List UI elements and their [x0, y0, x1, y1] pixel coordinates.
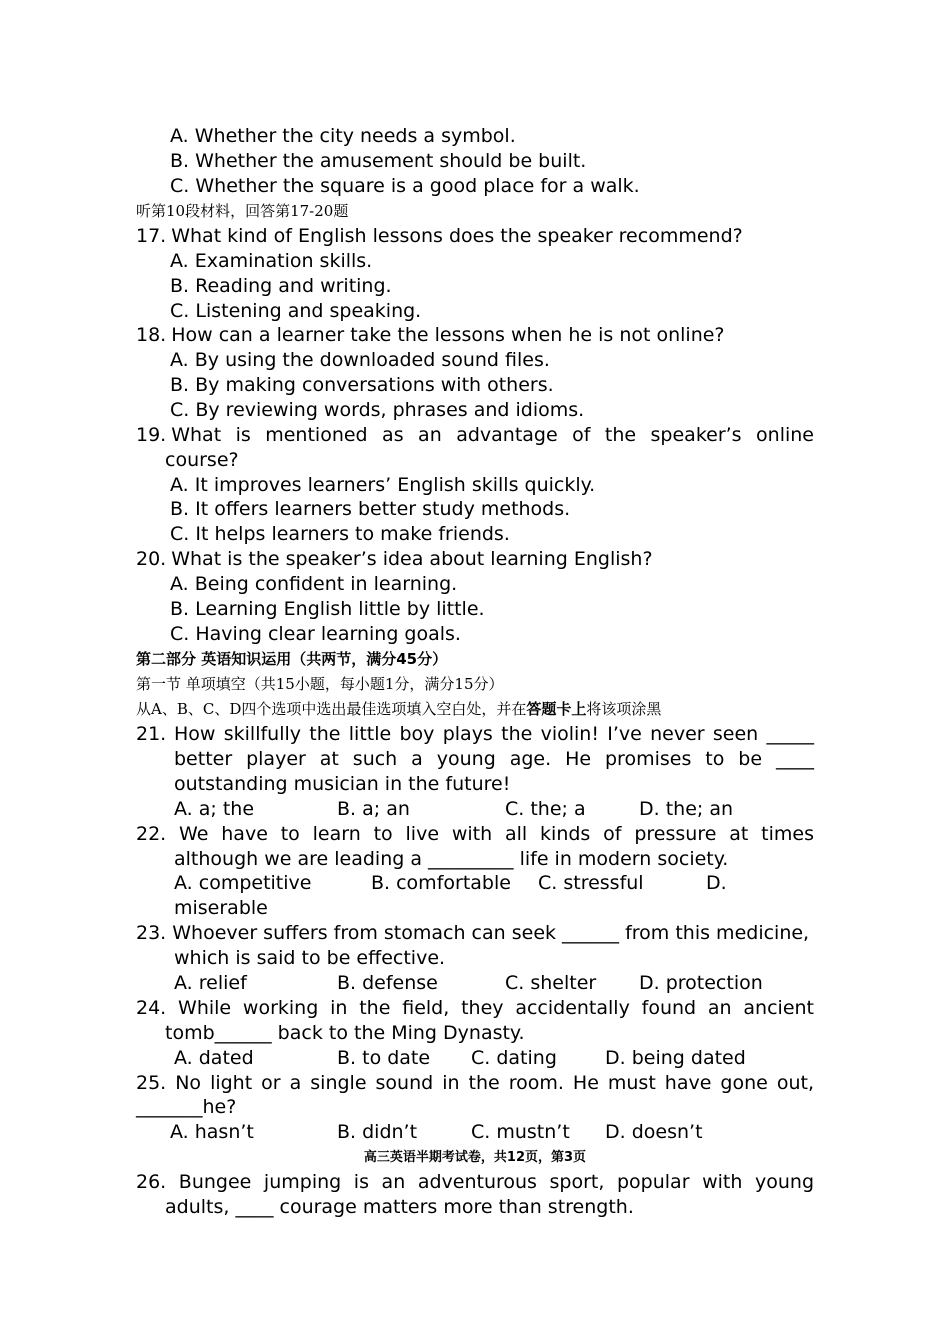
question-stem-continued: outstanding musician in the future! [174, 773, 511, 795]
list-item: B. Whether the amusement should be built. [170, 150, 587, 172]
list-item: A. Being confident in learning. [170, 573, 458, 595]
list-item: C. Having clear learning goals. [170, 623, 461, 645]
list-item: B. By making conversations with others. [170, 374, 554, 396]
question-stem-continued: which is said to be effective. [174, 947, 446, 969]
section1-heading: 第一节 单项填空（共15小题，每小题1分，满分15分） [136, 675, 504, 693]
option-d-text[interactable]: miserable [174, 897, 268, 919]
option-b[interactable]: B. didn’t [337, 1121, 418, 1143]
option-b[interactable]: B. a; an [337, 798, 410, 820]
option-d[interactable]: D. [706, 872, 727, 894]
list-item: B. It offers learners better study methods. [170, 498, 571, 520]
question-stem-continued: course? [165, 449, 239, 471]
option-a[interactable]: A. competitive [174, 872, 312, 894]
option-c[interactable]: C. mustn’t [471, 1121, 570, 1143]
question-stem: 23. Whoever suffers from stomach can seek ______ from this medicine, [136, 922, 810, 944]
list-item: A. Examination skills. [170, 250, 373, 272]
option-b[interactable]: B. defense [337, 972, 438, 994]
list-item: C. It helps learners to make friends. [170, 523, 510, 545]
option-c[interactable]: C. stressful [538, 872, 644, 894]
option-b[interactable]: B. comfortable [371, 872, 511, 894]
list-item: C. By reviewing words, phrases and idioms. [170, 399, 585, 421]
option-a[interactable]: A. relief [174, 972, 247, 994]
list-item: A. Whether the city needs a symbol. [170, 125, 516, 147]
option-d[interactable]: D. being dated [605, 1047, 746, 1069]
option-d[interactable]: D. protection [639, 972, 763, 994]
list-item: C. Listening and speaking. [170, 300, 422, 322]
question-stem: 24. While working in the field, they accidentally found an ancient [136, 997, 814, 1019]
question-stem: 19. What is mentioned as an advantage of the speaker’s online [136, 424, 814, 446]
question-stem-continued: tomb______ back to the Ming Dynasty. [165, 1022, 525, 1044]
question-stem: 21. How skillfully the little boy plays the violin! I’ve never seen _____ [136, 723, 814, 745]
part2-heading: 第二部分 英语知识运用（共两节，满分45分） [136, 650, 448, 668]
question-stem: 20. What is the speaker’s idea about learning English? [136, 548, 653, 570]
option-d[interactable]: D. the; an [639, 798, 734, 820]
question-stem: 18. How can a learner take the lessons when he is not online? [136, 324, 725, 346]
instruction: 从A、B、C、D四个选项中选出最佳选项填入空白处，并在答题卡上将该项涂黑 [136, 700, 662, 718]
question-stem-continued: adults, ____ courage matters more than strength. [165, 1196, 634, 1218]
page-footer: 高三英语半期考试卷，共12页，第3页 [363, 1150, 587, 1165]
section10-instruction: 听第10段材料，回答第17-20题 [136, 202, 349, 220]
list-item: B. Learning English little by little. [170, 598, 485, 620]
option-d[interactable]: D. doesn’t [605, 1121, 703, 1143]
question-stem-continued: although we are leading a _________ life in modern society. [174, 848, 729, 870]
option-b[interactable]: B. to date [337, 1047, 431, 1069]
question-stem-continued: _______he? [136, 1096, 237, 1118]
list-item: B. Reading and writing. [170, 275, 392, 297]
option-a[interactable]: A. hasn’t [170, 1121, 254, 1143]
option-c[interactable]: C. the; a [505, 798, 586, 820]
list-item: A. By using the downloaded sound files. [170, 349, 550, 371]
list-item: C. Whether the square is a good place for a walk. [170, 175, 640, 197]
option-c[interactable]: C. shelter [505, 972, 597, 994]
question-stem-continued: better player at such a young age. He promises to be ____ [174, 748, 814, 770]
option-c[interactable]: C. dating [471, 1047, 557, 1069]
question-stem: 22. We have to learn to live with all kinds of pressure at times [136, 823, 814, 845]
list-item: A. It improves learners’ English skills quickly. [170, 474, 596, 496]
question-stem: 17. What kind of English lessons does the speaker recommend? [136, 225, 743, 247]
option-a[interactable]: A. a; the [174, 798, 255, 820]
question-stem: 25. No light or a single sound in the room. He must have gone out, [136, 1072, 814, 1094]
question-stem: 26. Bungee jumping is an adventurous sport, popular with young [136, 1171, 814, 1193]
option-a[interactable]: A. dated [174, 1047, 254, 1069]
